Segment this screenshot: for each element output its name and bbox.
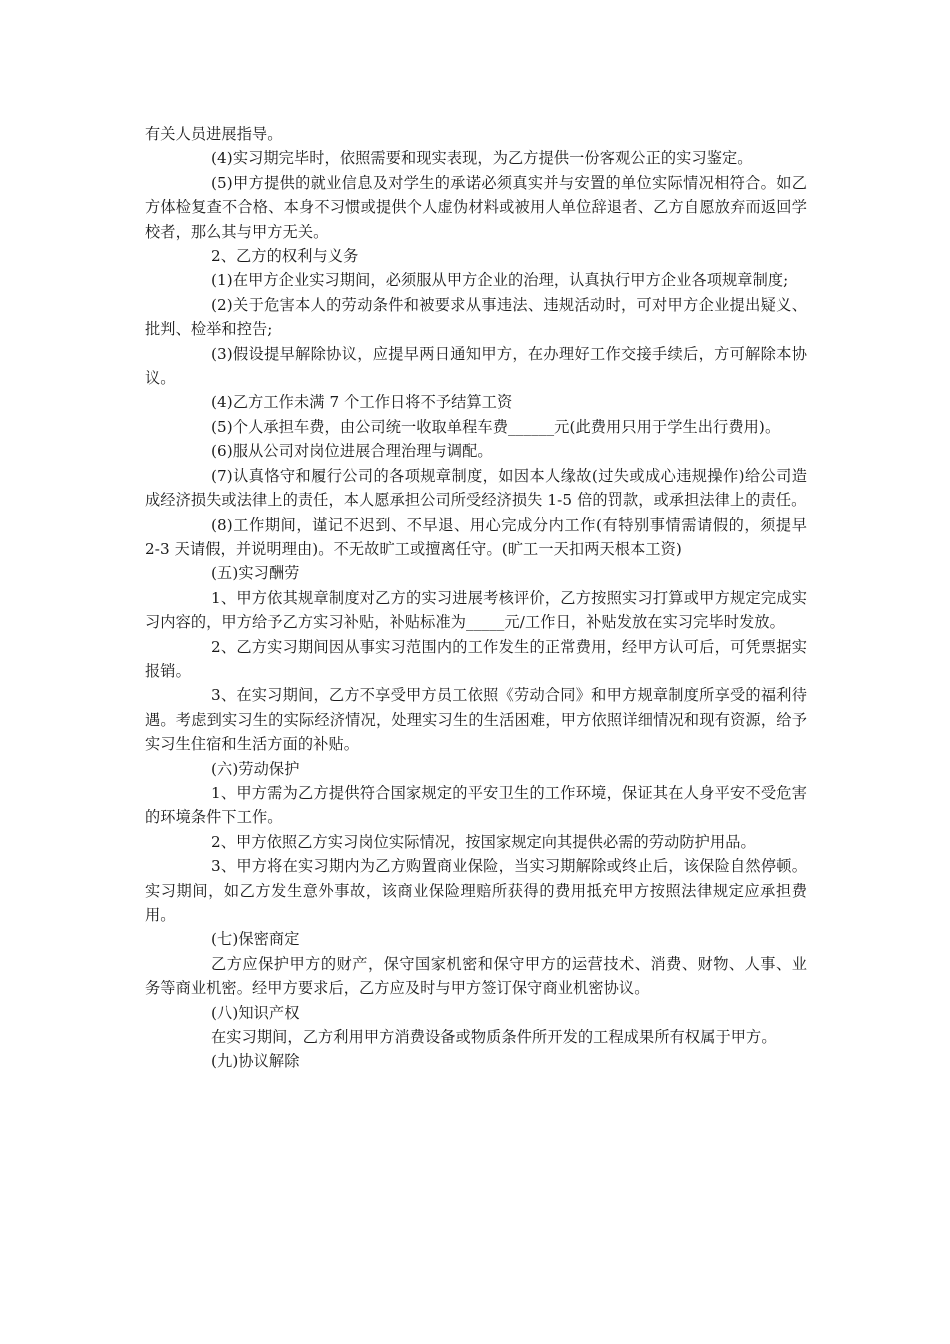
paragraph: (3)假设提早解除协议，应提早两日通知甲方，在办理好工作交接手续后，方可解除本协议。 xyxy=(145,344,807,388)
paragraph: (8)工作期间，谨记不迟到、不早退、用心完成分内工作(有特别事情需请假的，须提早 2-3 天请假，并说明理由)。不无故旷工或擅离任守。(旷工一天扣两天根本工资) xyxy=(145,515,807,558)
section-heading: (七)保密商定 xyxy=(211,930,300,949)
section-heading: (八)知识产权 xyxy=(211,1003,300,1022)
paragraph: (1)在甲方企业实习期间，必须服从甲方企业的治理，认真执行甲方企业各项规章制度; xyxy=(211,271,789,290)
paragraph: (7)认真恪守和履行公司的各项规章制度，如因本人缘故(过失或成心违规操作)给公司造成经济损失或法律上的责任，本人愿承担公司所受经济损失 1-5 倍的罚款，或承担法律上的责任。 xyxy=(145,466,807,510)
section-heading: (五)实习酬劳 xyxy=(211,564,300,583)
paragraph: 在实习期间，乙方利用甲方消费设备或物质条件所开发的工程成果所有权属于甲方。 xyxy=(211,1028,777,1047)
paragraph: 2、乙方实习期间因从事实习范围内的工作发生的正常费用，经甲方认可后，可凭票据实报销。 xyxy=(145,637,807,680)
paragraph: (2)关于危害本人的劳动条件和被要求从事违法、违规活动时，可对甲方企业提出疑义、批判、检举和控告; xyxy=(145,295,807,339)
paragraph: 2、甲方依照乙方实习岗位实际情况，按国家规定向其提供必需的劳动防护用品。 xyxy=(211,832,756,851)
paragraph: 3、甲方将在实习期内为乙方购置商业保险，当实习期解除或终止后，该保险自然停顿。实习期间，如乙方发生意外事故，该商业保险理赔所获得的费用抵充甲方按照法律规定应承担费用。 xyxy=(145,857,807,924)
paragraph: 1、甲方依其规章制度对乙方的实习进展考核评价，乙方按照实习打算或甲方规定完成实习内容的，甲方给予乙方实习补贴，补贴标准为_____元/工作日，补贴发放在实习完毕时发放。 xyxy=(145,588,807,632)
paragraph: 1、甲方需为乙方提供符合国家规定的平安卫生的工作环境，保证其在人身平安不受危害的环境条件下工作。 xyxy=(145,783,807,827)
section-heading: (六)劳动保护 xyxy=(211,759,300,778)
section-heading: (九)协议解除 xyxy=(211,1052,300,1071)
paragraph: (5)个人承担车费，由公司统一收取单程车费______元(此费用只用于学生出行费用)。 xyxy=(211,417,781,436)
paragraph: (5)甲方提供的就业信息及对学生的承诺必须真实并与安置的单位实际情况相符合。如乙方体检复查不合格、本身不习惯或提供个人虚伪材料或被用人单位辞退者、乙方自愿放弃而返回学校者，那么其与甲方无关。 xyxy=(145,173,807,241)
paragraph: (4)实习期完毕时，依照需要和现实表现，为乙方提供一份客观公正的实习鉴定。 xyxy=(211,149,753,168)
paragraph: 乙方应保护甲方的财产，保守国家机密和保守甲方的运营技术、消费、财物、人事、业务等商业机密。经甲方要求后，乙方应及时与甲方签订保守商业机密协议。 xyxy=(145,954,807,998)
paragraph: 有关人员进展指导。 xyxy=(145,125,283,143)
paragraph: (4)乙方工作未满 7 个工作日将不予结算工资 xyxy=(211,393,513,412)
paragraph: (6)服从公司对岗位进展合理治理与调配。 xyxy=(211,442,493,461)
section-heading: 2、乙方的权利与义务 xyxy=(211,247,359,266)
paragraph: 3、在实习期间，乙方不享受甲方员工依照《劳动合同》和甲方规章制度所享受的福利待遇。考虑到实习生的实际经济情况，处理实习生的生活困难，甲方依照详细情况和现有资源，给予实习生住宿和生活方面的补贴。 xyxy=(145,686,807,754)
document-body xyxy=(145,122,807,1074)
